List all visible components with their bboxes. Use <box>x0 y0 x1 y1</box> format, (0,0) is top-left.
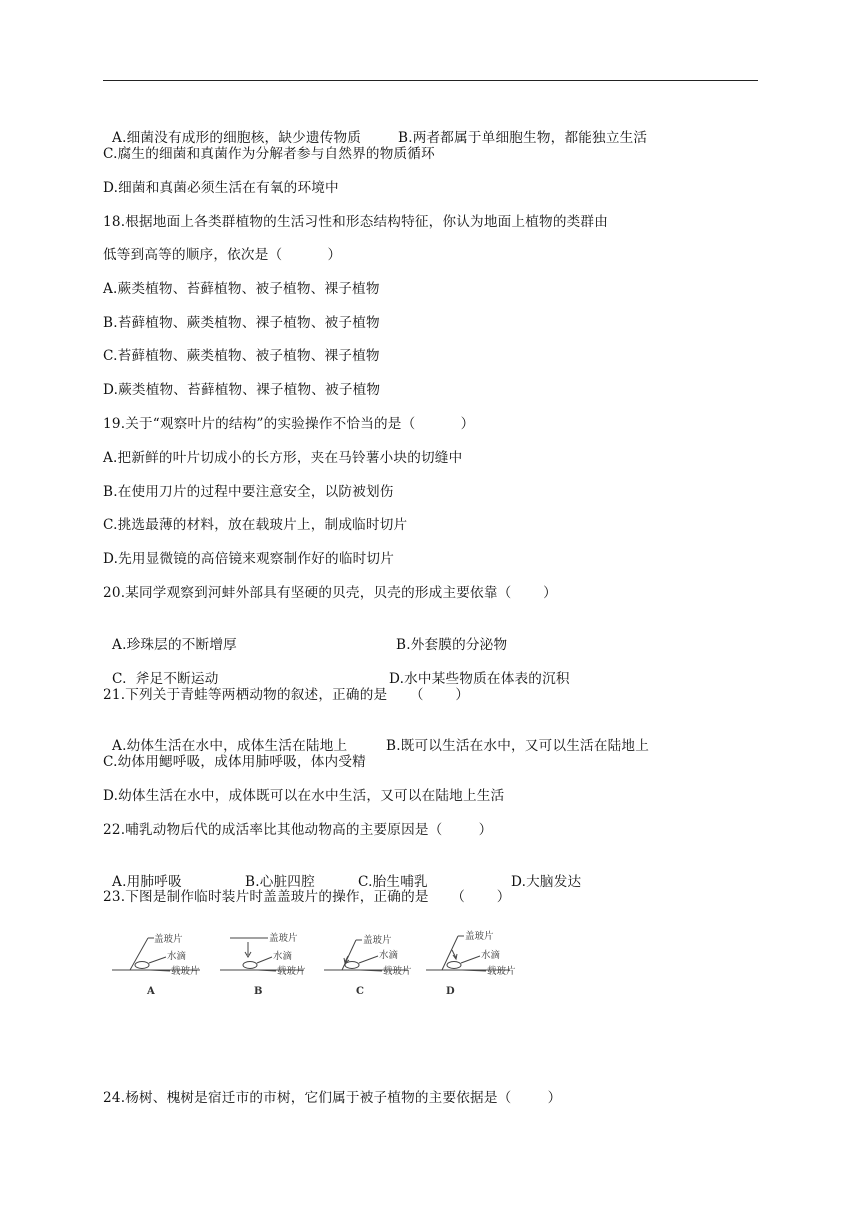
panel-c-label-cover: 盖玻片 <box>363 935 392 946</box>
q22-option-a: A.用肺呼吸 <box>112 874 182 890</box>
panel-a-label-slide: 载玻片 <box>171 966 200 977</box>
panel-c-label-water: 水滴 <box>379 950 399 961</box>
panel-d-label-water: 水滴 <box>481 950 501 961</box>
q19-option-a: A.把新鲜的叶片切成小的长方形，夹在马铃薯小块的切缝中 <box>103 450 463 466</box>
q17-line1 <box>103 111 648 147</box>
q17-option-c: C.腐生的细菌和真菌作为分解者参与自然界的物质循环 <box>103 146 435 162</box>
panel-b-label-slide: 载玻片 <box>277 966 306 977</box>
q20-option-b: B.外套膜的分泌物 <box>396 637 508 653</box>
q19-option-b: B.在使用刀片的过程中要注意安全，以防被划伤 <box>103 484 394 500</box>
q20-stem: 20.某同学观察到河蚌外部具有坚硬的贝壳，贝壳的形成主要依靠（ ） <box>103 585 557 601</box>
q21-option-b: B.既可以生活在水中，又可以生活在陆地上 <box>386 738 649 754</box>
q22-option-b: B.心脏四腔 <box>245 874 315 890</box>
panel-a-label-cover: 盖玻片 <box>154 934 183 945</box>
panel-d-label-slide: 载玻片 <box>487 966 516 977</box>
panel-b-label-water: 水滴 <box>273 951 293 962</box>
q20-option-a: A.珍珠层的不断增厚 <box>112 637 237 653</box>
q18-stem-line1: 18.根据地面上各类群植物的生活习性和形态结构特征，你认为地面上植物的类群由 <box>103 214 608 230</box>
q22-option-d: D.大脑发达 <box>511 874 582 890</box>
q22-options <box>103 855 582 891</box>
q20-option-c: C. 斧足不断运动 <box>112 671 219 687</box>
q21-option-a: A.幼体生活在水中，成体生活在陆地上 <box>112 738 348 754</box>
panel-d-label-cover: 盖玻片 <box>465 931 494 942</box>
q18-stem-line2: 低等到高等的顺序，依次是（ ） <box>103 247 342 263</box>
q23-figure <box>108 928 528 1000</box>
q19-option-c: C.挑选最薄的材料，放在载玻片上，制成临时切片 <box>103 517 408 533</box>
panel-b-label-cover: 盖玻片 <box>269 933 298 944</box>
q22-option-c: C.胎生哺乳 <box>358 874 428 890</box>
q17-option-b: B.两者都属于单细胞生物，都能独立生活 <box>398 130 648 146</box>
q23-stem: 23.下图是制作临时装片时盖盖玻片的操作，正确的是 （ ） <box>103 889 511 905</box>
panel-c-label-slide: 载玻片 <box>383 966 412 977</box>
q18-option-a: A.蕨类植物、苔藓植物、被子植物、裸子植物 <box>103 281 380 297</box>
q18-option-b: B.苔藓植物、蕨类植物、裸子植物、被子植物 <box>103 315 380 331</box>
q17-option-d: D.细菌和真菌必须生活在有氧的环境中 <box>103 180 339 196</box>
q19-option-d: D.先用显微镜的高倍镜来观察制作好的临时切片 <box>103 551 395 567</box>
q18-option-c: C.苔藓植物、蕨类植物、被子植物、裸子植物 <box>103 348 380 364</box>
q20-option-d: D.水中某些物质在体表的沉积 <box>389 671 570 687</box>
q21-line1 <box>103 719 649 755</box>
q24-stem: 24.杨树、槐树是宿迁市的市树，它们属于被子植物的主要依据是（ ） <box>103 1090 562 1106</box>
q17-option-a: A.细菌没有成形的细胞核，缺少遗传物质 <box>112 130 362 146</box>
panel-c-caption: C <box>356 986 364 997</box>
q20-line2 <box>103 652 570 688</box>
q20-line1 <box>103 618 508 654</box>
panel-b-caption: B <box>254 986 263 997</box>
header-rule <box>103 80 758 81</box>
q21-option-c: C.幼体用鳃呼吸，成体用肺呼吸，体内受精 <box>103 754 366 770</box>
q21-stem: 21.下列关于青蛙等两栖动物的叙述，正确的是 （ ） <box>103 687 470 703</box>
panel-a-label-water: 水滴 <box>167 951 187 962</box>
panel-a-caption: A <box>147 986 155 997</box>
q22-stem: 22.哺乳动物后代的成活率比其他动物高的主要原因是（ ） <box>103 822 493 838</box>
q21-option-d: D.幼体生活在水中，成体既可以在水中生活，又可以在陆地上生活 <box>103 788 505 804</box>
panel-d-caption: D <box>446 986 455 997</box>
q18-option-d: D.蕨类植物、苔藓植物、裸子植物、被子植物 <box>103 382 381 398</box>
q19-stem: 19.关于“观察叶片的结构”的实验操作不恰当的是（ ） <box>103 416 475 432</box>
